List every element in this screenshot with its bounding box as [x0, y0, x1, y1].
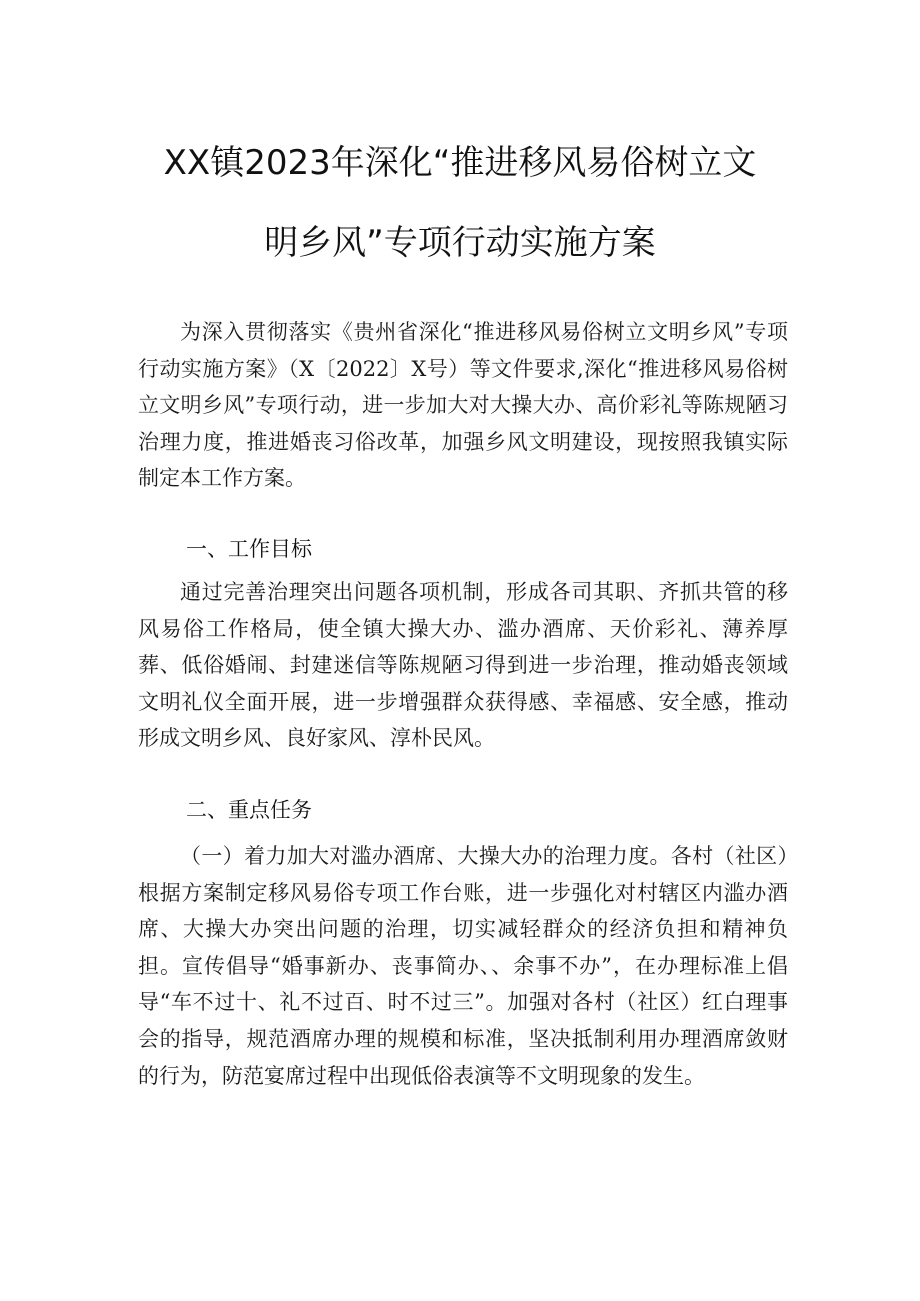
goals-paragraph: 通过完善治理突出问题各项机制，形成各司其职、齐抓共管的移风易俗工作格局，使全镇大操大办、滥办酒席、天价彩礼、薄养厚葬、低俗婚闹、封建迷信等陈规陋习得到进一步治理，推动婚丧领域文明礼仪全面开展，进一步增强群众获得感、幸福感、安全感，推动形成文明乡风、良好家风、淳朴民风。: [138, 580, 788, 751]
intro-paragraph: 为深入贯彻落实《贵州省深化“推进移风易俗树立文明乡风”专项行动实施方案》（X〔2022〕X号）等文件要求,深化“推进移风易俗树立文明乡风”专项行动，进一步加大对大操大办、高价彩礼等陈规陋习治理力度，推进婚丧习俗改革，加强乡风文明建设，现按照我镇实际制定本工作方案。: [138, 320, 788, 491]
section-heading-tasks: 二、重点任务: [186, 798, 312, 822]
document-title-line-1: XX镇2023年深化“推进移风易俗树立文: [163, 143, 757, 183]
document-title-line-2: 明乡风”专项行动实施方案: [264, 223, 656, 263]
section-heading-goals: 一、工作目标: [186, 537, 312, 561]
task-item-1-paragraph: （一）着力加大对滥办酒席、大操大办的治理力度。各村（社区）根据方案制定移风易俗专项工作台账，进一步强化对村辖区内滥办酒席、大操大办突出问题的治理，切实减轻群众的经济负担和精神负担。宣传倡导“婚事新办、丧事简办、、余事不办”，在办理标准上倡导“车不过十、礼不过百、时不过三”。加强对各村（社区）红白理事会的指导，规范酒席办理的规模和标准，坚决抵制利用办理酒席敛财的行为，防范宴席过程中出现低俗表演等不文明现象的发生。: [138, 844, 788, 1088]
